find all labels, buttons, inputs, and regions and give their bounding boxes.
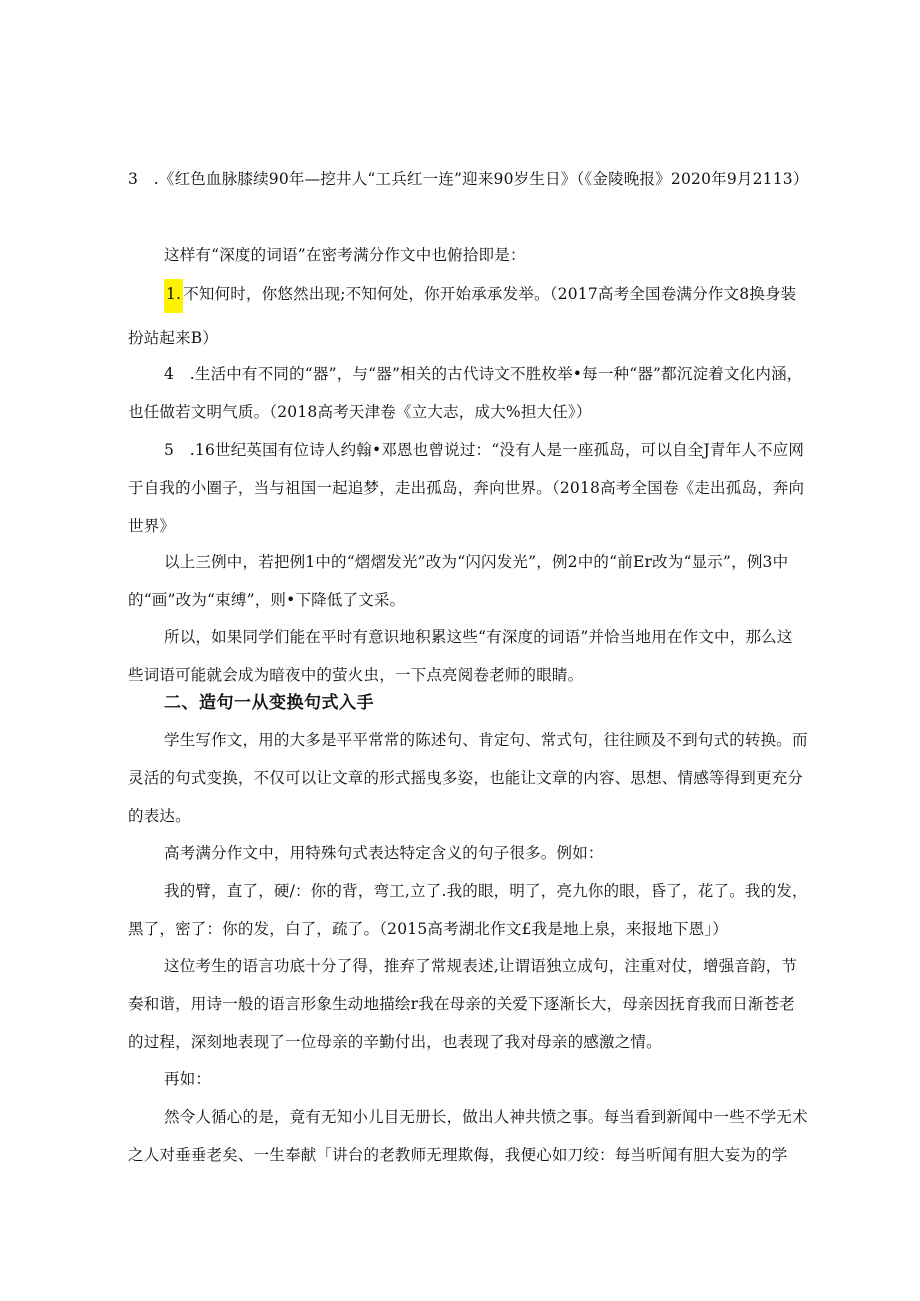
advice-paragraph [128,618,808,694]
again-text: 再如： [164,1070,212,1088]
section-heading-2: 二、造句一从变换句式入手 [164,693,374,713]
arm-example-paragraph [128,872,808,948]
reference-3-text: 3 .《红色血脉膝续90年—挖井人“工兵红一连”迎来90岁生日》（《金陵晚报》2020年9月2113） [128,170,809,188]
gaokao-paragraph [128,834,808,872]
example-4 [128,355,808,431]
advice-text: 所以，如果同学们能在平时有意识地积累这些“有深度的词语”并恰当地用在作文中，那么这些词语可能就会成为暗夜中的萤火虫，一下点亮阅卷老师的眼睛。 [128,628,793,684]
example-1 [128,272,808,360]
reference-3 [128,160,808,198]
example-1-text: 不知何时，你悠然出现;不知何处，你开始承承发举。（2017高考全国卷满分作文8换身装扮站起来B） [128,285,797,347]
summary-text: 以上三例中，若把例1中的“熠熠发光”改为“闪闪发光”，例2中的“前Er改为“显示”，例3中的“画”改为“束缚”，则•下降低了文采。 [128,553,789,609]
analysis-text: 这位考生的语言功底十分了得，推弃了常规表述,让谓语独立成句，注重对仗，增强音韵，节奏和谐，用诗一般的语言形象生动地描绘r我在母亲的关爱下逐渐长大，母亲因抚育我而日渐苍老的过程，深刻地表现了一位母亲的辛勤付出，也表现了我对母亲的感激之情。 [128,957,798,1051]
again-paragraph [128,1060,808,1098]
intro-paragraph [128,236,808,274]
students-text: 学生写作文，用的大多是平平常常的陈述句、肯定句、常式句，往往顾及不到句式的转换。而灵活的句式变换，不仅可以让文章的形式摇曳多姿，也能让文章的内容、思想、情感等得到更充分的表达。 [128,731,808,825]
summary-paragraph [128,543,808,619]
example-1-number-highlight: 1. [164,279,183,313]
example-4-text: 4 .生活中有不同的“器”，与“器”相关的古代诗文不胜枚举•每一种“器”都沉淀着文化内涵，也任做若文明气质。（2018高考天津卷《立大志，成大%担大任》） [128,365,803,421]
students-paragraph [128,721,808,835]
analysis-paragraph [128,947,808,1061]
last-text: 然令人循心的是，竟有无知小儿目无册长，做出人神共愤之事。每当看到新闻中一些不学无术之人对垂垂老矣、一生奉献「讲台的老教师无理欺侮，我便心如刀绞：每当听闻有胆大妄为的学 [128,1108,808,1164]
gaokao-text: 高考满分作文中，用特殊句式表达特定含义的句子很多。例如： [164,844,604,862]
arm-example-text: 我的臂，直了，硬/：你的背，弯工,立了.我的眼，明了，亮九你的眼，昏了，花了。我的发，黑了，密了：你的发，白了，疏了。（2015高考湖北作文£我是地上泉，来报地下恩」） [128,882,808,938]
example-5-text: 5 .16世纪英国有位诗人约翰•邓恩也曾说过：“没有人是一座孤岛，可以自全J青年人不应网于自我的小圈子，当与祖国一起追梦，走出孤岛，奔向世界。（2018高考全国卷《走出孤岛，奔向世界》 [128,441,805,535]
last-paragraph [128,1098,808,1174]
example-5 [128,431,808,545]
intro-text: 这样有“深度的词语”在密考满分作文中也俯拾即是： [164,246,526,264]
